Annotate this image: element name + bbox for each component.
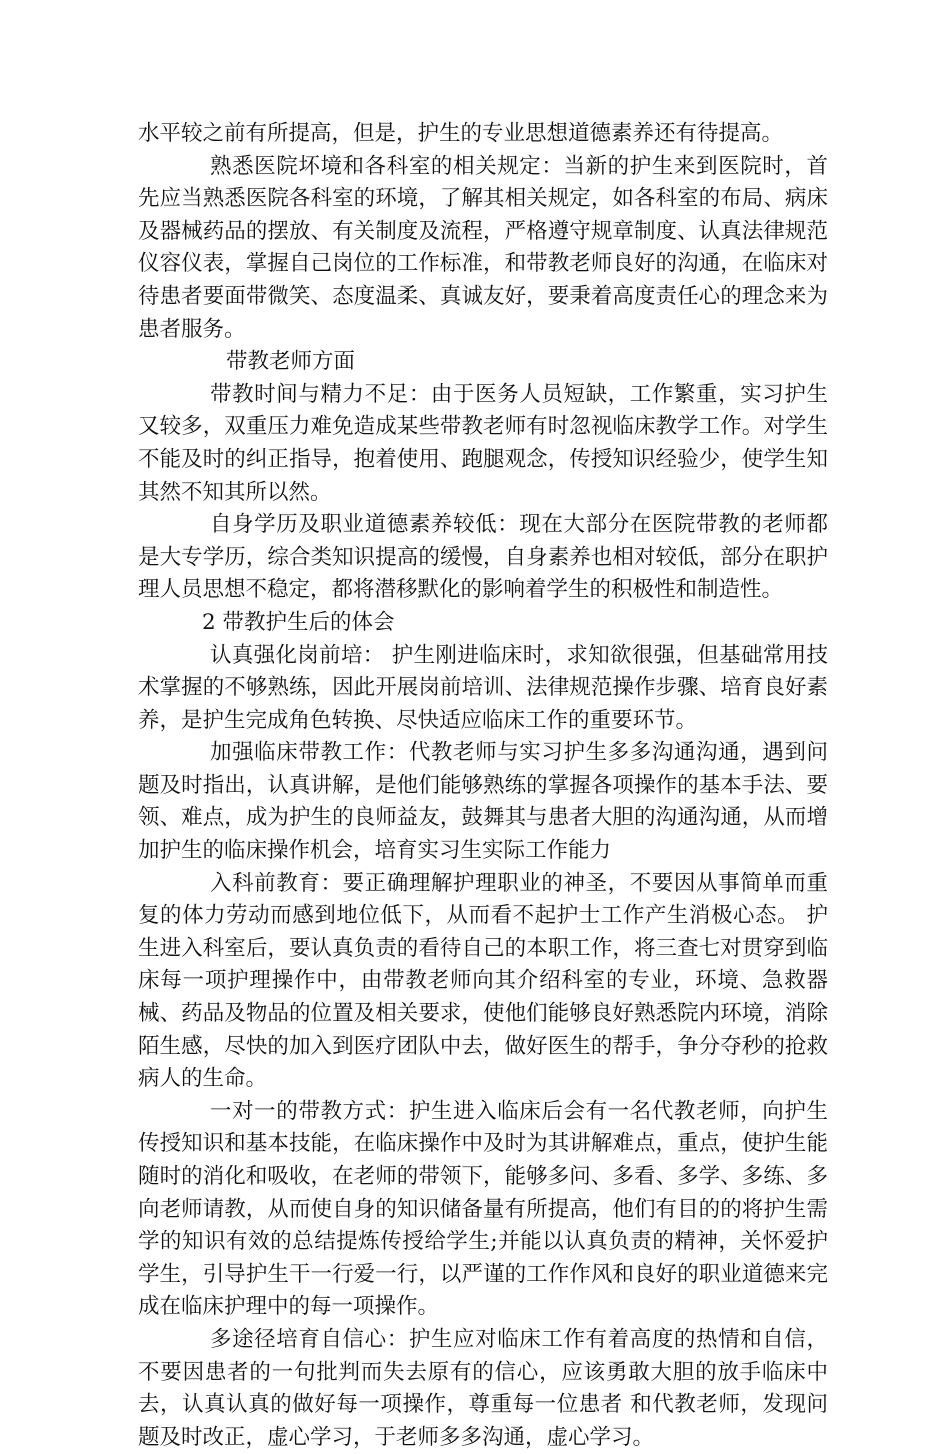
section-heading-teacher: 带教老师方面	[226, 349, 356, 375]
paragraph-education-level: 自身学历及职业道德素养较低：现在大部分在医院带教的老师都是大专学历，综合类知识提高的缓慢，自身素养也相对较低，部分在职护理人员思想不稳定，都将潜移默化的影响着学生的积极性和制造性。	[138, 512, 828, 603]
section-heading-experience: 2 带教护生后的体会	[202, 609, 395, 635]
paragraph-one-on-one: 一对一的带教方式：护生进入临床后会有一名代教老师，向护生传授知识和基本技能，在临床操作中及时为其讲解难点，重点，使护生能随时的消化和吸收，在老师的带领下，能够多问、多看、多学、多练、多向老师请教，从而使自身的知识储备量有所提高，他们有目的的将护生需学的知识有效的总结提炼传授给学生;并能以认真负责的精神，关怀爱护学生，引导护生干一行爱一行，以严谨的工作作风和良好的职业道德来完成在临床护理中的每一项操作。	[138, 1098, 828, 1320]
paragraph-hospital-environment: 熟悉医院坏境和各科室的相关规定：当新的护生来到医院时，首先应当熟悉医院各科室的环境，了解其相关规定，如各科室的布局、病床及器械药品的摆放、有关制度及流程，严格遵守规章制度、认真法律规范仪容仪表，掌握自己岗位的工作标准，和带教老师良好的沟通，在临床对待患者要面带微笑、态度温柔、真诚友好，要秉着高度责任心的理念来为患者服务。	[138, 153, 828, 342]
paragraph-continuation: 水平较之前有所提高，但是，护生的专业思想道德素养还有待提高。	[138, 121, 784, 146]
paragraph-self-confidence: 多途径培育自信心：护生应对临床工作有着高度的热情和自信，不要因患者的一句批判而失去原有的信心，应该勇敢大胆的放手临床中去，认真认真的做好每一项操作，尊重每一位患者 和代教老师，发现问题及时改正，虚心学习，于老师多多沟通，虚心学习。	[138, 1326, 828, 1450]
document-body	[138, 118, 828, 1454]
paragraph-clinical-teaching: 加强临床带教工作：代教老师与实习护生多多沟通沟通，遇到问题及时指出，认真讲解，是他们能够熟练的掌握各项操作的基本手法、要领、难点，成为护生的良师益友，鼓舞其与患者大胆的沟通沟通，从而增加护生的临床操作机会，培育实习生实际工作能力	[138, 740, 828, 864]
paragraph-pre-job-training: 认真强化岗前培： 护生刚进临床时，求知欲很强，但基础常用技术掌握的不够熟练，因此开展岗前培训、法律规范操作步骤、培育良好素养，是护生完成角色转换、尽快适应临床工作的重要环节。	[138, 642, 828, 733]
paragraph-pre-department-education: 入科前教育：要正确理解护理职业的神圣，不要因从事简单而重复的体力劳动而感到地位低下，从而看不起护士工作产生消极心态。 护生进入科室后，要认真负责的看待自己的本职工作，将三查七对贯穿到临床每一项护理操作中，由带教老师向其介绍科室的专业，环境、急救器械、药品及物品的位置及相关要求，使他们能够良好熟悉院内环境，消除陌生感，尽快的加入到医疗团队中去，做好医生的帮手，争分夺秒的抢救病人的生命。	[138, 870, 828, 1092]
paragraph-teaching-time: 带教时间与精力不足：由于医务人员短缺，工作繁重，实习护生又较多，双重压力难免造成某些带教老师有时忽视临床教学工作。对学生不能及时的纠正指导，抱着使用、跑腿观念，传授知识经验少，使学生知其然不知其所以然。	[138, 381, 828, 505]
